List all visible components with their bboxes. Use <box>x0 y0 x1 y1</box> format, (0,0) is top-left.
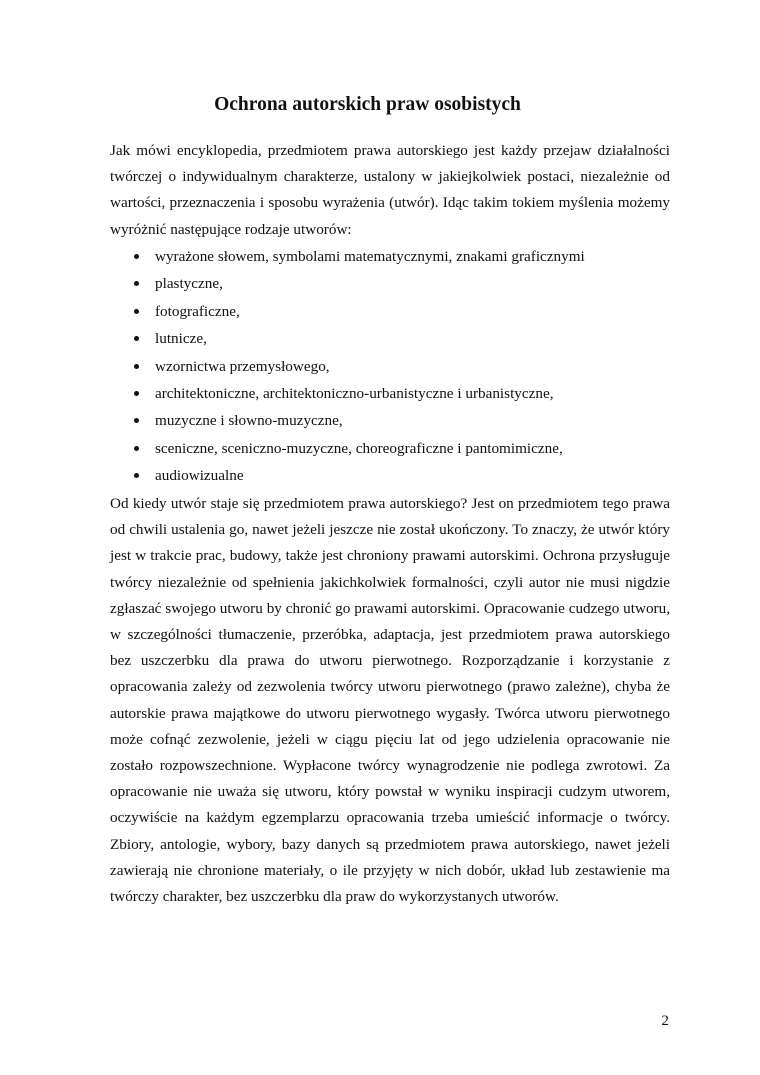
list-item-text: architektoniczne, architektoniczno-urbanistyczne i urbanistyczne, <box>155 384 554 402</box>
bullet-icon <box>134 391 139 396</box>
list-item <box>110 298 670 325</box>
list-item-text: muzyczne i słowno-muzyczne, <box>155 412 343 430</box>
bullet-icon <box>134 473 139 478</box>
page-number: 2 <box>661 1012 669 1029</box>
bullet-icon <box>134 364 139 369</box>
list-item <box>110 353 670 380</box>
list-item-text: plastyczne, <box>155 275 223 293</box>
list-item-text: fotograficzne, <box>155 302 240 320</box>
list-item <box>110 435 670 462</box>
list-item-text: audiowizualne <box>155 467 244 485</box>
list-item <box>110 380 670 407</box>
list-item <box>110 243 670 270</box>
list-item-text: sceniczne, sceniczno-muzyczne, choreograficzne i pantomimiczne, <box>155 439 563 457</box>
intro-paragraph: Jak mówi encyklopedia, przedmiotem prawa autorskiego jest każdy przejaw działalności twórczej o indywidualnym charakterze, ustalony w jakiejkolwiek postaci, niezależnie od wartości, przeznaczenia i sposobu wyrażenia (utwór). Idąc takim tokiem myślenia możemy wyróżnić następujące rodzaje utworów: <box>110 142 670 238</box>
bullet-icon <box>134 418 139 423</box>
document-title: Ochrona autorskich praw osobistych <box>214 94 521 115</box>
list-item <box>110 407 670 434</box>
bullet-icon <box>134 336 139 341</box>
list-item <box>110 325 670 352</box>
list-item <box>110 462 670 489</box>
list-item-text: lutnicze, <box>155 330 207 348</box>
list-item-text: wyrażone słowem, symbolami matematycznymi, znakami graficznymi <box>155 248 585 265</box>
bullet-icon <box>134 281 139 286</box>
list-item <box>110 270 670 297</box>
body-paragraph: Od kiedy utwór staje się przedmiotem prawa autorskiego? Jest on przedmiotem tego prawa od chwili ustalenia go, nawet jeżeli jeszcze nie został ukończony. To znaczy, że utwór który jest w trakcie prac, budowy, także jest chroniony prawami autorskimi. Ochrona przysługuje twórcy niezależnie od spełnienia jakichkolwiek formalności, czyli autor nie musi nigdzie zgłaszać swojego utworu by chronić go prawami autorskimi. Opracowanie cudzego utworu, w szczególności tłumaczenie, przeróbka, adaptacja, jest przedmiotem prawa autorskiego bez uszczerbku dla prawa do utworu pierwotnego. Rozporządzanie i korzystanie z opracowania zależy od zezwolenia twórcy utworu pierwotnego (prawo zależne), chyba że autorskie prawa majątkowe do utworu pierwotnego wygasły. Twórca utworu pierwotnego może cofnąć zezwolenie, jeżeli w ciągu pięciu lat od jego udzielenia opracowanie nie zostało rozpowszechnione. Wypłacone twórcy wynagrodzenie nie podlega zwrotowi. Za opracowanie nie uważa się utworu, który powstał w wyniku inspiracji cudzym utworem, oczywiście na każdym egzemplarzu opracowania trzeba umieścić informacje o twórcy. Zbiory, antologie, wybory, bazy danych są przedmiotem prawa autorskiego, nawet jeżeli zawierają nie chronione materiały, o ile przyjęty w nich dobór, układ lub zestawienie ma twórczy charakter, bez uszczerbku dla praw do wykorzystanych utworów. <box>110 495 670 906</box>
list-item-text: wzornictwa przemysłowego, <box>155 357 330 375</box>
bullet-icon <box>134 309 139 314</box>
bullet-icon <box>134 254 139 259</box>
work-types-list <box>110 243 670 490</box>
bullet-icon <box>134 446 139 451</box>
